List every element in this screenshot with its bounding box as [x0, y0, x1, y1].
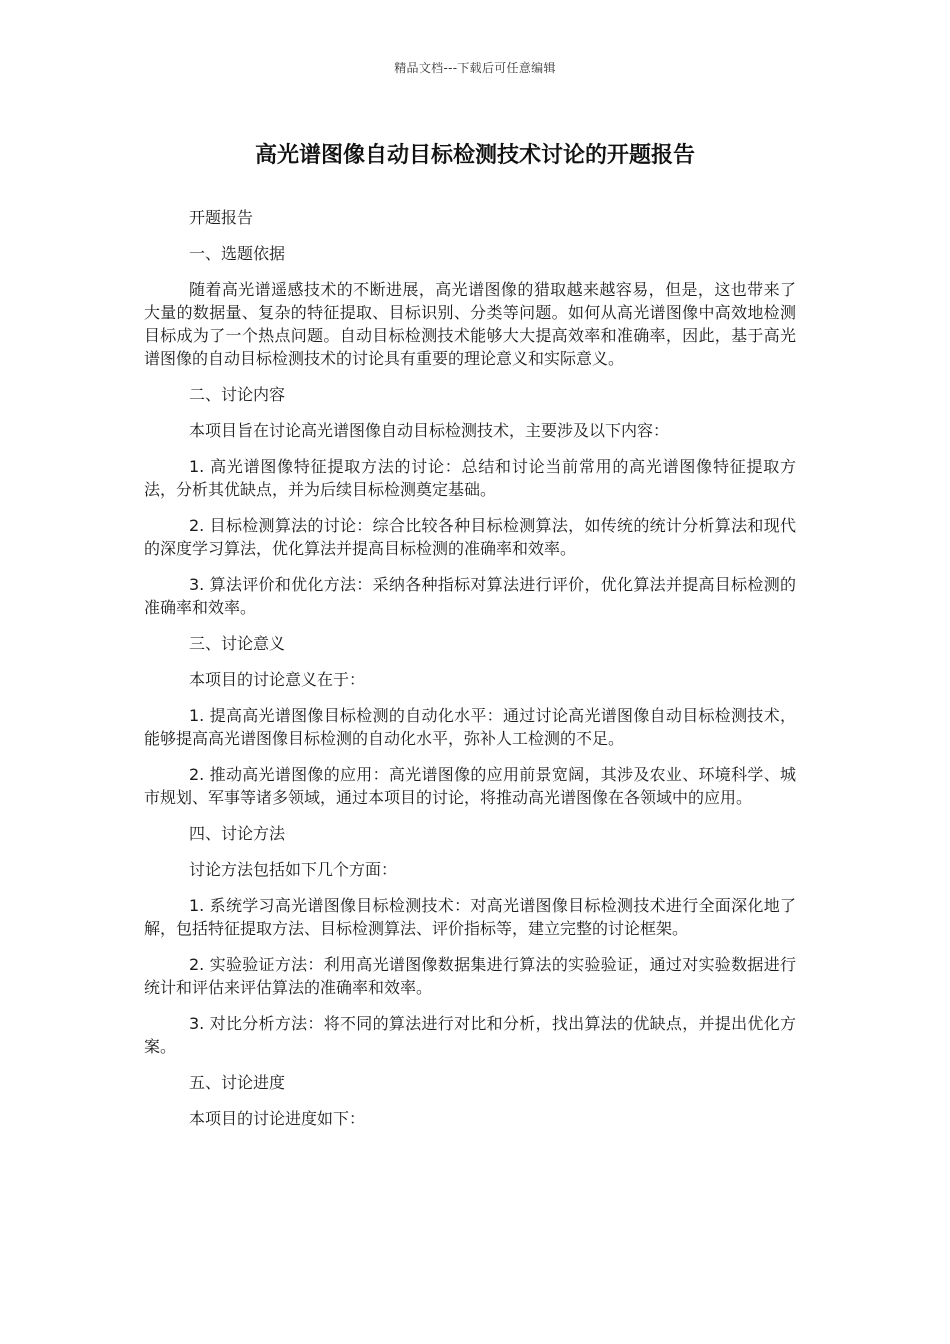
paragraph: 本项目的讨论进度如下： [189, 1109, 366, 1128]
section-heading-5: 五、讨论进度 [189, 1073, 286, 1092]
list-item: 1. 提高高光谱图像目标检测的自动化水平：通过讨论高光谱图像自动目标检测技术，能够提高高光谱图像目标检测的自动化水平，弥补人工检测的不足。 [144, 706, 796, 748]
list-item: 2. 目标检测算法的讨论：综合比较各种目标检测算法，如传统的统计分析算法和现代的深度学习算法，优化算法并提高目标检测的准确率和效率。 [144, 516, 796, 558]
paragraph: 本项目旨在讨论高光谱图像自动目标检测技术，主要涉及以下内容： [189, 421, 670, 440]
section-heading-4: 四、讨论方法 [189, 824, 286, 843]
list-item: 3. 对比分析方法：将不同的算法进行对比和分析，找出算法的优缺点，并提出优化方案。 [144, 1014, 796, 1056]
paragraph: 讨论方法包括如下几个方面： [189, 860, 398, 879]
list-item: 2. 实验验证方法：利用高光谱图像数据集进行算法的实验验证，通过对实验数据进行统计和评估来评估算法的准确率和效率。 [144, 955, 796, 997]
document-body [144, 206, 796, 1143]
section-heading-3: 三、讨论意义 [189, 634, 286, 653]
list-item: 3. 算法评价和优化方法：采纳各种指标对算法进行评价，优化算法并提高目标检测的准确率和效率。 [144, 575, 796, 617]
page-header: 精品文档---下载后可任意编辑 [394, 61, 556, 75]
paragraph: 本项目的讨论意义在于： [189, 670, 366, 689]
document-title: 高光谱图像自动目标检测技术讨论的开题报告 [254, 143, 695, 168]
paragraph-report-label: 开题报告 [189, 208, 254, 227]
paragraph: 随着高光谱遥感技术的不断进展，高光谱图像的猎取越来越容易，但是，这也带来了大量的数据量、复杂的特征提取、目标识别、分类等问题。如何从高光谱图像中高效地检测目标成为了一个热点问题。自动目标检测技术能够大大提高效率和准确率，因此，基于高光谱图像的自动目标检测技术的讨论具有重要的理论意义和实际意义。 [144, 280, 796, 368]
list-item: 1. 高光谱图像特征提取方法的讨论：总结和讨论当前常用的高光谱图像特征提取方法，分析其优缺点，并为后续目标检测奠定基础。 [144, 457, 796, 499]
section-heading-2: 二、讨论内容 [189, 385, 286, 404]
list-item: 1. 系统学习高光谱图像目标检测技术：对高光谱图像目标检测技术进行全面深化地了解，包括特征提取方法、目标检测算法、评价指标等，建立完整的讨论框架。 [144, 896, 796, 938]
list-item: 2. 推动高光谱图像的应用：高光谱图像的应用前景宽阔，其涉及农业、环境科学、城市规划、军事等诸多领域，通过本项目的讨论，将推动高光谱图像在各领域中的应用。 [144, 765, 796, 807]
section-heading-1: 一、选题依据 [189, 244, 286, 263]
